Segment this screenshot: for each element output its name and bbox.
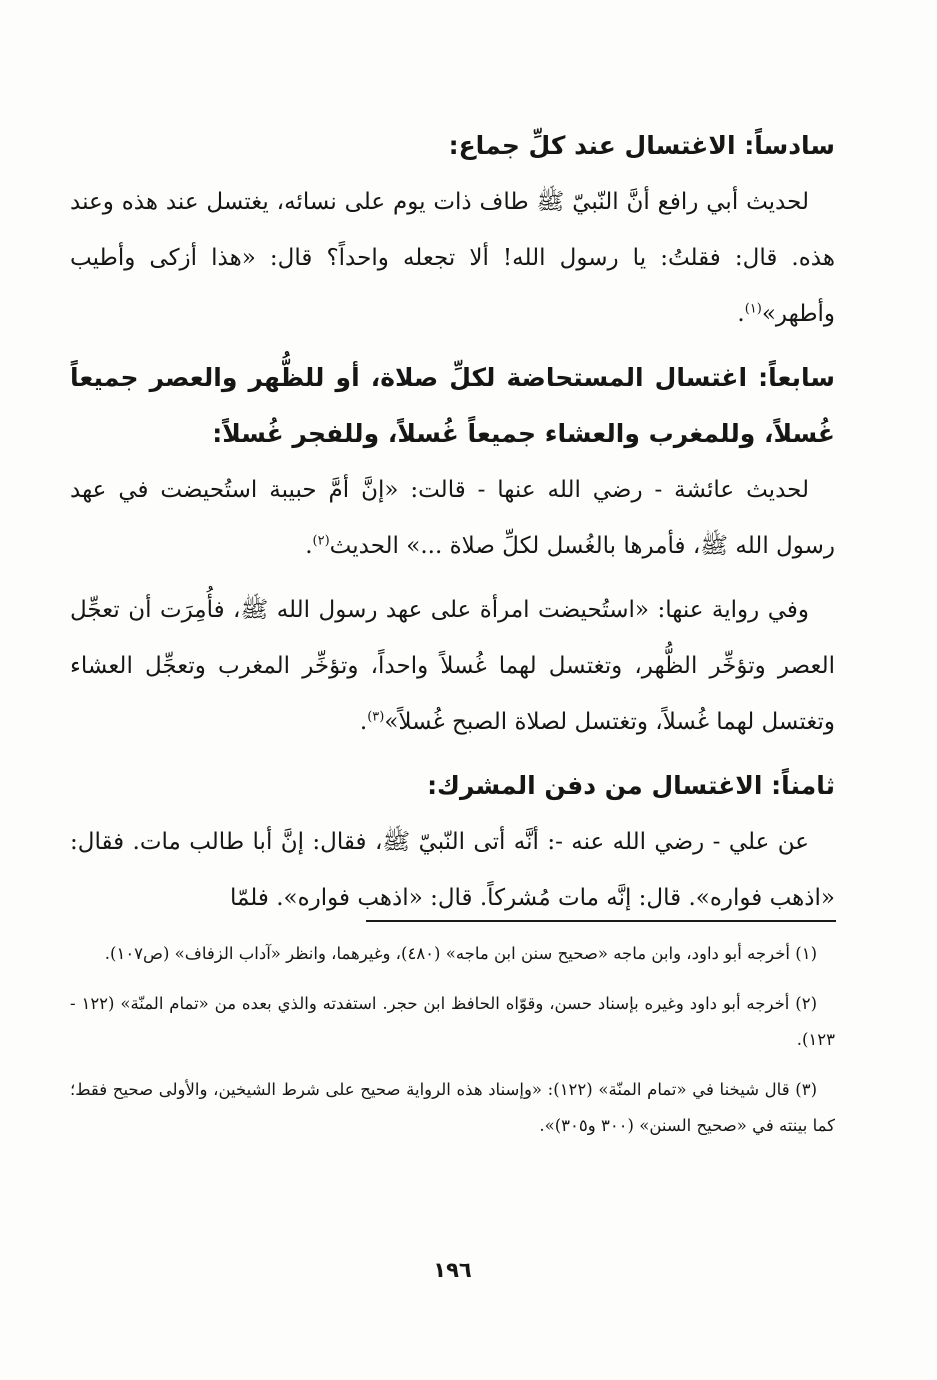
- paragraph-text: لحديث عائشة - رضي الله عنها - قالت: «إنَّ أمَّ حبيبة استُحيضت في عهد رسول الله ﷺ، فأمرها بالغُسل لكلِّ صلاة ...» الحديث: [70, 477, 835, 559]
- footnote-1: (١) أخرجه أبو داود، وابن ماجه «صحيح سنن ابن ماجه» (٤٨٠)، وغيرهما، وانظر «آداب الزفاف» (ص١٠٧).: [104, 944, 817, 963]
- paragraph-text: وفي رواية عنها: «استُحيضت امرأة على عهد رسول الله ﷺ، فأُمِرَت أن تعجِّل العصر وتؤخِّر الظُّهر، وتغتسل لهما غُسلاً واحداً، وتؤخِّر المغرب وتعجِّل العشاء وتغتسل لهما غُسلاً، وتغتسل لصلاة الصبح غُسلاً»: [70, 597, 835, 735]
- book-page: [70, 118, 835, 1318]
- paragraph-end: .: [305, 533, 313, 559]
- footnote-3: (٣) قال شيخنا في «تمام المنّة» (١٢٢): «وإسناد هذه الرواية صحيح على شرط الشيخين، والأولى صحيح فقط؛ كما بينته في «صحيح السنن» (٣٠٠ و٣٠٥)».: [70, 1080, 835, 1135]
- footnote-marker-3[interactable]: (٣): [367, 709, 385, 725]
- page-number: ١٩٦: [433, 1258, 472, 1282]
- paragraph-end: .: [737, 301, 745, 327]
- paragraph-aisha: [70, 462, 835, 574]
- footnote-2: (٢) أخرجه أبو داود وغيره بإسناد حسن، وقوّاه الحافظ ابن حجر. استفدته والذي بعده من «تمام المنّة» (١٢٢ - ١٢٣).: [70, 994, 835, 1049]
- footnote-marker-1[interactable]: (١): [744, 301, 762, 317]
- footnote-marker-2[interactable]: (٢): [312, 533, 330, 549]
- paragraph-aisha-riwaya: [70, 582, 835, 750]
- paragraph-text: عن علي - رضي الله عنه -: أنَّه أتى النّبيّ ﷺ، فقال: إنَّ أبا طالب مات. فقال: «اذهب فواره». قال: إنَّه مات مُشركاً. قال: «اذهب فواره». فلمّا: [70, 829, 835, 911]
- footnotes: [70, 936, 835, 1158]
- paragraph-abu-rafi: [70, 174, 835, 342]
- paragraph-end: .: [359, 709, 368, 735]
- section-heading-7: سابعاً: اغتسال المستحاضة لكلِّ صلاة، أو للظُّهر والعصر جميعاً غُسلاً، وللمغرب والعشاء جميعاً غُسلاً، وللفجر غُسلاً:: [70, 363, 835, 448]
- paragraph-text: لحديث أبي رافع أنَّ النّبيّ ﷺ طاف ذات يوم على نسائه، يغتسل عند هذه وعند هذه. قال: فقلتُ: يا رسول الله! ألا تجعله واحداً؟ قال: «هذا أزكى وأطيب وأطهر»: [70, 189, 835, 327]
- paragraph-ali: [70, 814, 835, 926]
- section-heading-6: سادساً: الاغتسال عند كلِّ جماع:: [448, 131, 835, 160]
- section-heading-8: ثامناً: الاغتسال من دفن المشرك:: [427, 771, 835, 800]
- footnote-separator: [366, 920, 836, 922]
